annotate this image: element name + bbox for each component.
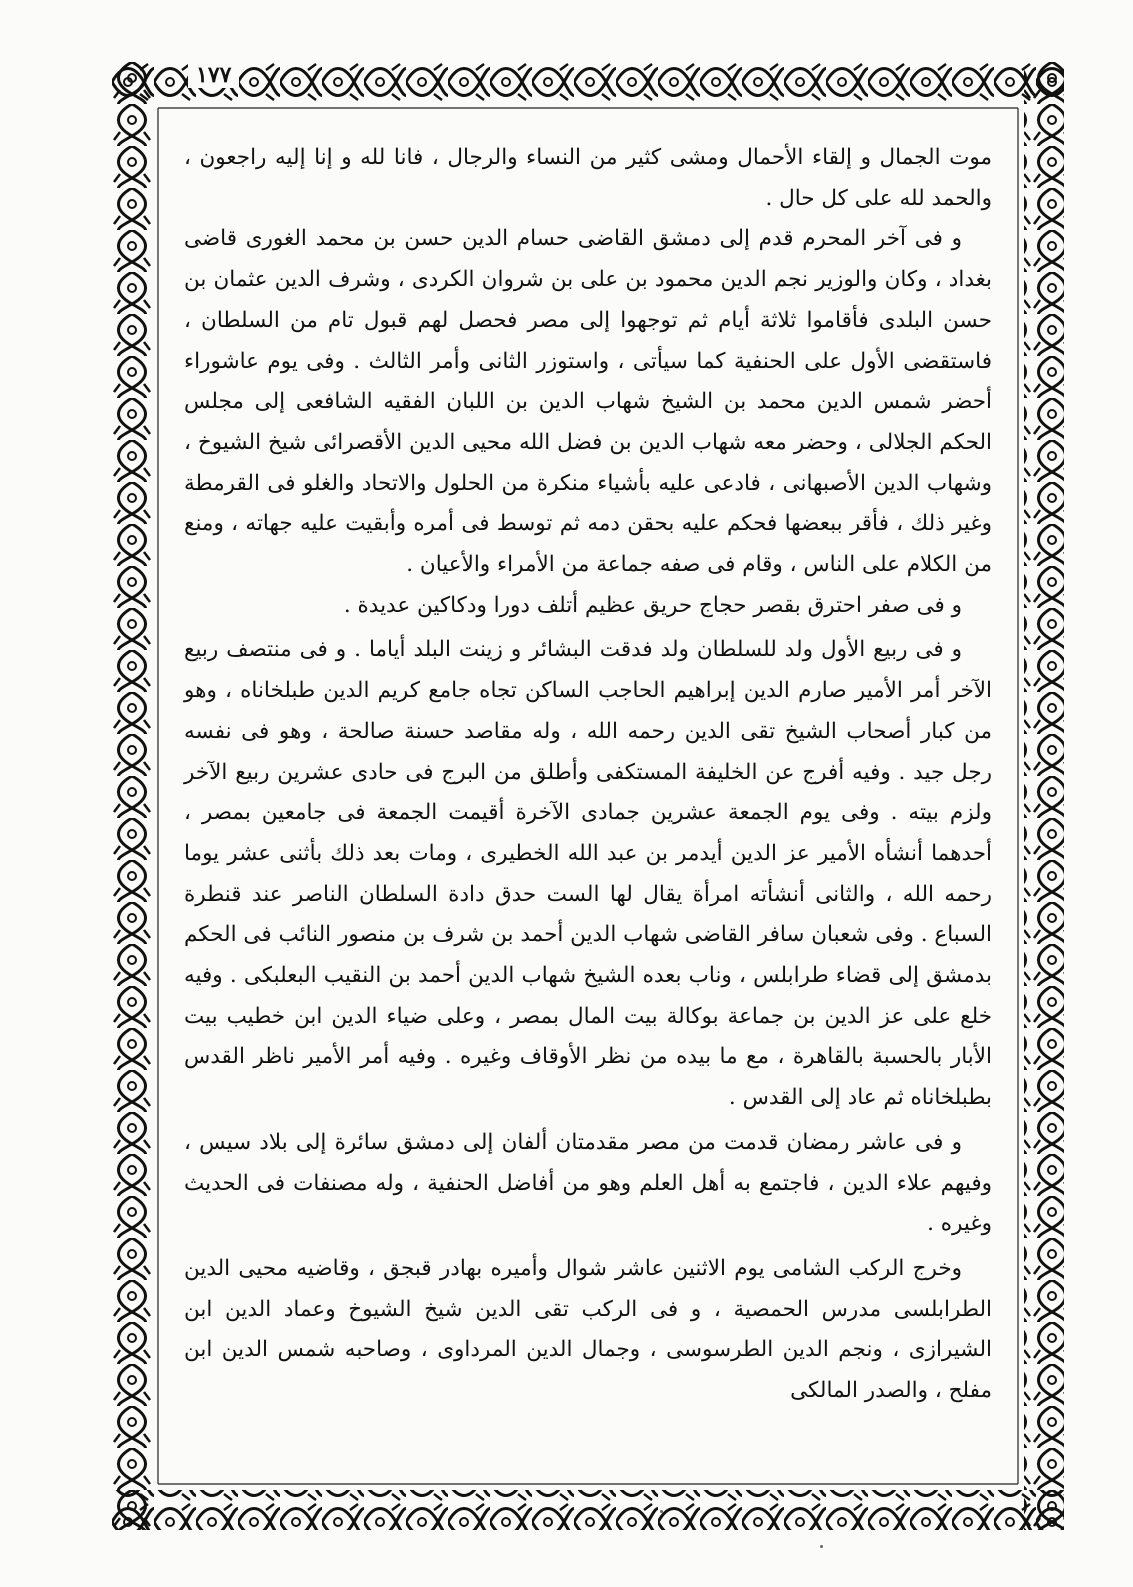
paragraph: وخرج الركب الشامى يوم الاثنين عاشر شوال وأميره بهادر قبجق ، وقاضيه محيى الدين الطرابلسى مدرس الحمصية ، و فى الركب تقى الدين شيخ الشيوخ وعماد الدين ابن الشيرازى ، ونجم الدين الطرسوسى ، وجمال الدين المرداوى ، وصاحبه شمس الدين ابن مفلح ، والصدر المالكى xyxy=(184,1255,992,1404)
scan-speck xyxy=(820,1545,823,1548)
paragraph: و فى عاشر رمضان قدمت من مصر مقدمتان ألفان إلى دمشق سائرة إلى بلاد سيس ، وفيهم علاء الدين ، فاجتمع به أهل العلم وهو من أفاضل الحنفية ، وله مصنفات فى الحديث وغيره . xyxy=(184,1129,992,1237)
page-body-text xyxy=(184,138,992,1478)
paragraph: و فى آخر المحرم قدم إلى دمشق القاضى حسام الدين حسن بن محمد الغورى قاضى بغداد ، وكان والوزير نجم الدين محمود بن على بن شروان الكردى ، وشرف الدين عثمان بن حسن البلدى فأقاموا ثلاثة أيام ثم توجهوا إلى مصر فحصل لهم قبول تام من السلطان ، فاستقضى الأول على الحنفية كما سيأتى ، واستوزر الثانى وأمر الثالث . وفى يوم عاشوراء أحضر شمس الدين محمد بن الشيخ شهاب الدين بن اللبان الفقيه الشافعى إلى مجلس الحكم الجلالى ، وحضر معه شهاب الدين بن فضل الله محيى الدين الأقصرائى شيخ الشيوخ ، وشهاب الدين الأصبهانى ، فادعى عليه بأشياء منكرة من الحلول والاتحاد والغلو فى القرمطة وغير ذلك ، فأقر ببعضها فحكم عليه بحقن دمه ثم توسط فى أمره وأبقيت عليه جهاته ، ومنع من الكلام على الناس ، وقام فى صفه جماعة من الأمراء والأعيان . xyxy=(184,226,992,578)
paragraph: و فى صفر احترق بقصر حجاج حريق عظيم أتلف دورا ودكاكين عديدة . xyxy=(343,592,962,618)
paragraph: و فى ربيع الأول ولد للسلطان ولد فدقت البشائر و زينت البلد أياما . و فى منتصف ربيع الآخر أمر الأمير صارم الدين إبراهيم الحاجب الساكن تجاه جامع كريم الدين طبلخاناه ، وهو من كبار أصحاب الشيخ تقى الدين رحمه الله ، وله مقاصد حسنة صالحة ، وهو فى نفسه رجل جيد . وفيه أفرج عن الخليفة المستكفى وأطلق من البرج فى حادى عشرين ربيع الآخر ولزم بيته . وفى يوم الجمعة عشرين جمادى الآخرة أقيمت الجمعة فى جامعين بمصر ، أحدهما أنشأه الأمير عز الدين أيدمر بن عبد الله الخطيرى ، ومات بعد ذلك بأثنى عشر يوما رحمه الله ، والثانى أنشأته امرأة يقال لها الست حدق دادة السلطان الناصر عند قنطرة السباع . وفى شعبان سافر القاضى شهاب الدين أحمد بن شرف بن منصور النائب فى الحكم بدمشق إلى قضاء طرابلس ، وناب بعده الشيخ شهاب الدين أحمد بن النقيب البعلبكى . وفيه خلع على عز الدين بن جماعة بوكالة بيت المال بمصر ، وعلى ضياء الدين ابن خطيب بيت الأبار بالحسبة بالقاهرة ، مع ما بيده من نظر الأوقاف وغيره . وفيه أمر الأمير ناظر القدس بطبلخاناه ثم عاد إلى القدس . xyxy=(184,637,992,1111)
paragraph: موت الجمال و إلقاء الأحمال ومشى كثير من النساء والرجال ، فانا لله و إنا إليه راجعون ، والحمد لله على كل حال . xyxy=(184,145,992,211)
scan-speck xyxy=(660,1510,663,1513)
page-number: ١٧٧ xyxy=(188,62,239,88)
